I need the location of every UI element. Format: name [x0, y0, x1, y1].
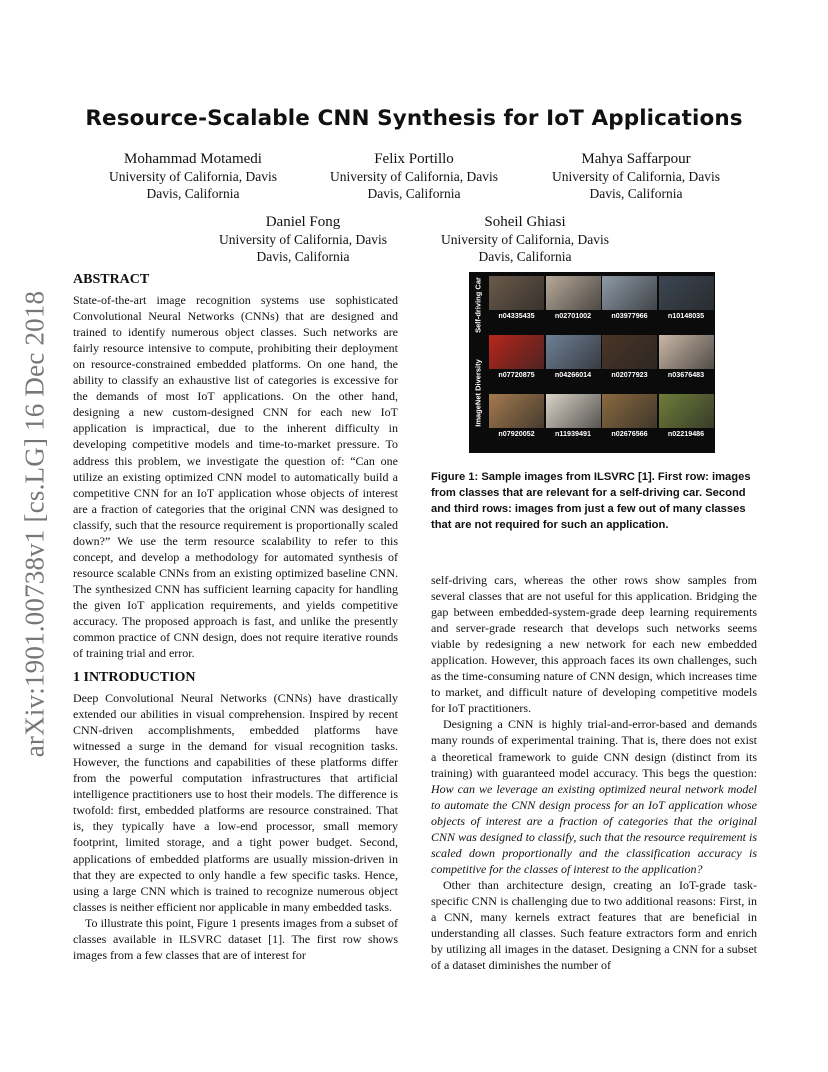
author-name: Mahya Saffarpour [581, 151, 691, 167]
sample-image-photo [659, 335, 714, 369]
author-location: Davis, California [367, 185, 461, 201]
sample-image [602, 335, 657, 380]
image-class-id: n07720875 [498, 370, 535, 379]
sample-image [546, 276, 601, 321]
right-column-text [431, 572, 757, 973]
row-label: Self-driving Car [473, 277, 483, 333]
introduction-section [73, 670, 398, 963]
sample-image [659, 276, 714, 321]
paper-title: Resource-Scalable CNN Synthesis for IoT Applications [85, 106, 743, 131]
abstract-section [73, 272, 398, 661]
image-class-id: n11939491 [555, 429, 591, 438]
author-name: Daniel Fong [265, 214, 341, 230]
author-location: Davis, California [589, 185, 683, 201]
sample-image [546, 394, 601, 439]
image-class-id: n04335435 [498, 311, 535, 320]
body-paragraph [431, 716, 757, 876]
figure-caption: Figure 1: Sample images from ILSVRC [1]. First row: images from classes that are relevant for a self-driving car. Second and third rows: images from just a few out of many classes that are not required for such an application. [431, 471, 751, 531]
intro-paragraph: Deep Convolutional Neural Networks (CNNs) have drastically extended our abilities in visual comprehension. Inspired by recent CNN-driven accomplishments, embedded platforms have witnessed a surge in the demand for visual recognition tasks. However, the functions and capabilities of these platforms differ from the powerful computation infrastructures that artificial intelligence practitioners use to host their models. The difference is twofold: first, embedded platforms are resource constrained. That is, they typically have a low-end processor, small memory footprint, limited storage, and a tight power budget. Second, applications of embedded platforms are usually mission-driven in that they are expected to only handle a few specific tasks. Hence, using a large CNN which is trained to recognize numerous object classes is neither efficient nor applicable in many embedded tasks. [73, 691, 398, 914]
sample-image [489, 335, 544, 380]
body-paragraph: self-driving cars, whereas the other rows show samples from several classes that are not useful for this application. Bridging the gap between embedded-system-grade deep learning requirements and server-grade research that develops such networks seems viable by redesigning a new network for each new embedded application. However, this approach faces its own challenges, such as the time-consuming nature of CNN design, which increases time to market, and difficult nature of developing competitive models for IoT practitioners. [431, 573, 757, 716]
research-question: How can we leverage an existing optimized neural network model to automate the CNN design process for an IoT application whose objects of interest are a fraction of categories that the original CNN was designed to classify, such that the resource requirement is scaled down proportionally and the classification accuracy is competitive for the classes of interest to the application? [431, 781, 757, 876]
figure-1-image-grid [469, 272, 715, 453]
sample-image-photo [546, 335, 601, 369]
sample-image [546, 335, 601, 380]
abstract-heading: ABSTRACT [73, 272, 150, 287]
sample-image-photo [546, 276, 601, 310]
author-name: Soheil Ghiasi [484, 214, 566, 230]
sample-image [602, 276, 657, 321]
sample-image [659, 394, 714, 439]
image-class-id: n02701002 [554, 311, 592, 320]
author-block [96, 149, 290, 202]
body-paragraph: Other than architecture design, creating an IoT-grade task-specific CNN is challenging due to two additional reasons: First, in a CNN, many kernels extract features that are beneficial in understanding all classes. Such feature extractors form and enrich by utilizing all images in the dataset. Designing a CNN for a subset of a dataset diminishes the number of [431, 877, 757, 973]
image-class-id: n04266014 [554, 370, 592, 379]
author-name: Felix Portillo [374, 151, 454, 167]
arxiv-identifier: arXiv:1901.00738v1 [cs.LG] 16 Dec 2018 [19, 290, 50, 758]
author-location: Davis, California [478, 248, 572, 264]
sample-image [659, 335, 714, 380]
sample-image [489, 394, 544, 439]
sample-image-photo [489, 276, 544, 310]
sample-image-photo [546, 394, 601, 428]
sample-image-photo [489, 335, 544, 369]
sample-image-photo [602, 276, 657, 310]
sample-image [489, 276, 544, 321]
author-affiliation: University of California, Davis [441, 232, 609, 247]
author-name: Mohammad Motamedi [124, 151, 262, 167]
image-class-id: n02676566 [611, 429, 648, 438]
abstract-text: State-of-the-art image recognition systems use sophisticated Convolutional Neural Networks (CNNs) that are designed and trained to identify numerous object classes. Such networks are fairly resource intensive to compute, prohibiting their deployment on resource-constrained embedded platforms. On one hand, the ability to classify an exhaustive list of categories is excessive for the demands of most IoT applications. On the other hand, designing a new custom-designed CNN for each new IoT application is impractical, due to the inherent difficulty in developing competitive models and time-to-market pressure. To address this problem, we investigate the question of: “Can one utilize an existing optimized CNN model to automatically build a competitive CNN for an IoT application whose objects of interest are a fraction of categories that the original CNN was designed to classify, such that the resource requirement is proportionally scaled down?” We use the term resource scalability to refer to this concept, and develop a methodology for automated synthesis of resource scalable CNNs from an existing optimized baseline CNN. The synthesized CNN has sufficient learning capacity for handling the given IoT application requirements, and yields competitive accuracy. The proposed approach is fast, and unlike the presently common practice of CNN design, does not require iterative rounds of training trial and error. [73, 293, 398, 661]
image-class-id: n02219486 [667, 429, 705, 438]
author-location: Davis, California [256, 248, 350, 264]
image-class-id: n10148035 [667, 311, 705, 320]
author-block [539, 149, 733, 202]
introduction-heading: 1 INTRODUCTION [73, 670, 196, 685]
sample-image-photo [659, 276, 714, 310]
sample-image-photo [659, 394, 714, 428]
sample-image [602, 394, 657, 439]
author-affiliation: University of California, Davis [219, 232, 387, 247]
image-class-id: n03676483 [667, 370, 705, 379]
body-text: Designing a CNN is highly trial-and-error-based and demands many rounds of experimental training. That is, there does not exist a theoretical framework to guide CNN design (distinct from its training) with guaranteed model accuracy. This begs the question: [431, 717, 757, 780]
author-block [206, 212, 400, 265]
image-class-id: n07920052 [498, 429, 535, 438]
sample-image-photo [602, 335, 657, 369]
author-affiliation: University of California, Davis [552, 169, 720, 184]
author-block [428, 212, 622, 265]
sample-image-photo [602, 394, 657, 428]
author-block [317, 149, 511, 202]
intro-paragraph: To illustrate this point, Figure 1 presents images from a subset of classes available in ILSVRC dataset [1]. The first row shows images from a few classes that are of interest for [73, 915, 398, 962]
row-label: ImageNet Diversity [473, 359, 483, 427]
author-affiliation: University of California, Davis [330, 169, 498, 184]
sample-image-photo [489, 394, 544, 428]
author-affiliation: University of California, Davis [109, 169, 277, 184]
image-class-id: n03977966 [611, 311, 648, 320]
image-class-id: n02077923 [611, 370, 648, 379]
author-location: Davis, California [146, 185, 240, 201]
